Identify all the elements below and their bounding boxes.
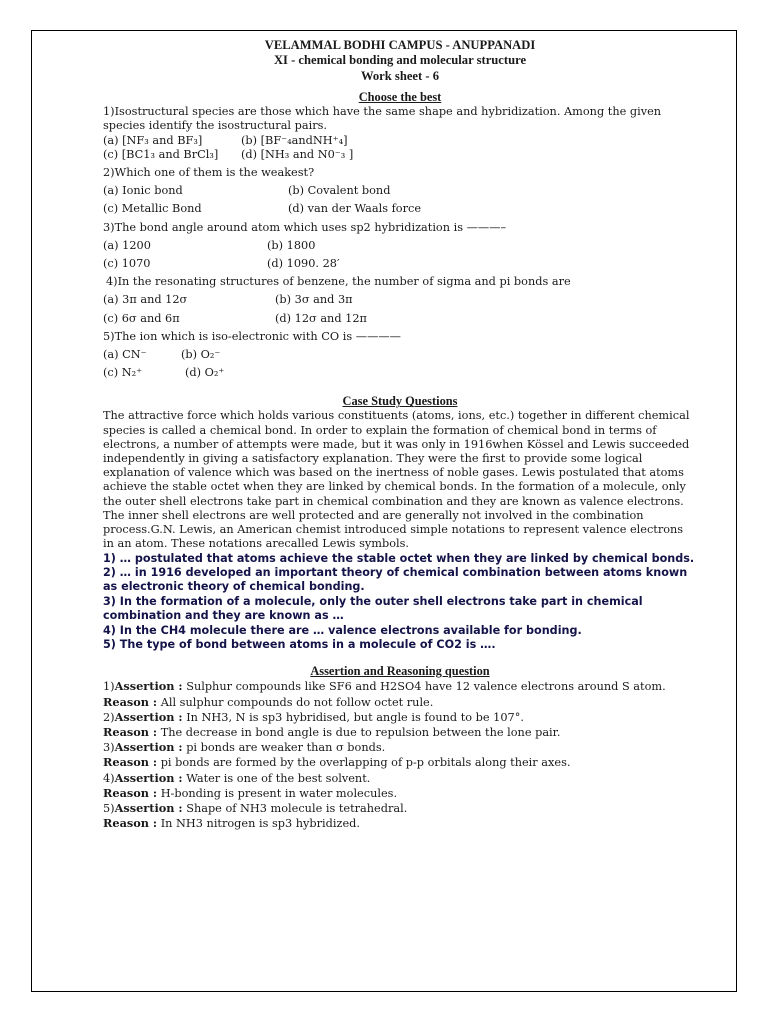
assertion-label: Assertion : [114,679,183,694]
q2-stem: 2)Which one of them is the weakest? [103,166,315,180]
q1-option-c: (c) [BC1₃ and BrCl₃] [103,147,219,161]
reason-text: All sulphur compounds do not follow octet rule. [157,695,434,709]
assertion-label: Assertion : [114,709,183,724]
ar-5-assertion [103,801,697,816]
ar-4-reason [103,786,697,801]
ar-1-reason [103,695,697,710]
q2-option-c: (c) Metallic Bond [103,202,202,216]
header [103,38,697,84]
q4-options-row1 [103,293,697,307]
reason-label: Reason : [103,785,158,800]
assertion-label: Assertion : [114,800,183,815]
case-study-question-5: 5) The type of bond between atoms in a molecule of CO2 is …. [103,637,496,651]
ar-2-assertion [103,710,697,725]
q1-options-row1 [103,134,697,148]
q1-options-row2 [103,148,697,162]
q1-option-a: (a) [NF₃ and BF₃] [103,133,203,147]
q2-option-b: (b) Covalent bond [288,184,391,198]
ar-4-assertion [103,771,697,786]
q1-option-d: (d) [NH₃ and N0⁻₃ ] [241,147,354,161]
case-study-question-1: 1) … postulated that atoms achieve the stable octet when they are linked by chemical bonds. [103,551,695,565]
reason-label: Reason : [103,755,158,770]
ar-number: 5) [103,801,115,815]
assertion-text: Sulphur compounds like SF6 and H2SO4 have 12 valence electrons around S atom. [182,680,666,694]
q5-options-row2 [103,366,697,380]
q2-option-d: (d) van der Waals force [288,202,422,216]
worksheet-content [103,38,697,831]
assertion-text: Water is one of the best solvent. [182,771,371,785]
q5-option-a: (a) CN⁻ [103,348,147,362]
ar-1-assertion [103,679,697,694]
ar-number: 2) [103,710,115,724]
reason-label: Reason : [103,694,158,709]
q4-options-row2 [103,312,697,326]
q4-option-a: (a) 3π and 12σ [103,293,188,307]
q3-stem: 3)The bond angle around atom which uses sp2 hybridization is ———– [103,220,507,234]
q5-options-row1 [103,348,697,362]
q3-option-b: (b) 1800 [267,238,316,252]
q5-option-d: (d) O₂⁺ [185,366,225,380]
q5-option-c: (c) N₂⁺ [103,366,143,380]
q4-option-d: (d) 12σ and 12π [275,311,367,325]
q3-options-row1 [103,239,697,253]
worksheet-number: Work sheet - 6 [360,68,439,83]
case-study-question-4: 4) In the CH4 molecule there are … valence electrons available for bonding. [103,623,582,637]
reason-label: Reason : [103,724,158,739]
assertion-text: In NH3, N is sp3 hybridised, but angle is found to be 107°. [182,710,524,724]
q2-options-row1 [103,184,697,198]
q5-stem: 5)The ion which is iso-electronic with CO is ———— [103,329,401,343]
choose-best-title: Choose the best [358,90,442,105]
case-study-passage: The attractive force which holds various constituents (atoms, ions, etc.) together in different chemical species is called a chemical bond. In order to explain the formation of chemical bond in terms of electrons, a number of attempts were made, but it was only in 1916when Kössel and Lewis succeeded independently in giving a satisfactory explanation. They were the first to provide some logical explanation of valence which was based on the inertness of noble gases. Lewis postulated that atoms achieve the stable octet when they are linked by chemical bonds. In the formation of a molecule, only the outer shell electrons take part in chemical combination and they are known as valence electrons. The inner shell electrons are well protected and are generally not involved in the combination process.G.N. Lewis, an American chemist introduced simple notations to represent valence electrons in an atom. These notations arecalled Lewis symbols. [103,409,690,551]
q1-option-b: (b) [BF⁻₄andNH⁺₄] [241,133,348,147]
ar-3-reason [103,755,697,770]
subject-title: XI - chemical bonding and molecular structure [273,53,527,68]
ar-number: 4) [103,771,115,785]
assertion-label: Assertion : [114,740,183,755]
q1-stem: 1)Isostructural species are those which have the same shape and hybridization. Among the given species identify the isostructural pairs. [103,105,662,133]
reason-text: In NH3 nitrogen is sp3 hybridized. [157,817,360,831]
case-study-question-2: 2) … in 1916 developed an important theory of chemical combination between atoms known as electronic theory of chemical bonding. [103,565,688,594]
q5-option-b: (b) O₂⁻ [181,348,221,362]
q2-option-a: (a) Ionic bond [103,184,183,198]
q3-option-d: (d) 1090. 28′ [267,257,340,271]
q3-option-c: (c) 1070 [103,257,151,271]
q4-option-b: (b) 3σ and 3π [275,293,353,307]
assertion-text: pi bonds are weaker than σ bonds. [182,741,386,755]
assertion-label: Assertion : [114,770,183,785]
q3-options-row2 [103,257,697,271]
assertion-reason-title: Assertion and Reasoning question [310,664,490,679]
assertion-text: Shape of NH3 molecule is tetrahedral. [182,801,408,815]
reason-label: Reason : [103,816,158,831]
q4-option-c: (c) 6σ and 6π [103,311,180,325]
ar-3-assertion [103,740,697,755]
ar-number: 3) [103,741,115,755]
q4-stem: 4)In the resonating structures of benzene, the number of sigma and pi bonds are [106,275,571,289]
ar-number: 1) [103,680,115,694]
reason-text: The decrease in bond angle is due to repulsion between the lone pair. [157,725,561,739]
ar-5-reason [103,816,697,831]
case-study-title: Case Study Questions [342,394,458,409]
school-name: VELAMMAL BODHI CAMPUS - ANUPPANADI [264,38,536,52]
reason-text: pi bonds are formed by the overlapping of p-p orbitals along their axes. [157,756,571,770]
ar-2-reason [103,725,697,740]
reason-text: H-bonding is present in water molecules. [157,786,398,800]
case-study-question-3: 3) In the formation of a molecule, only the outer shell electrons take part in chemical combination and they are known as … [103,594,643,623]
q2-options-row2 [103,202,697,216]
q3-option-a: (a) 1200 [103,238,151,252]
